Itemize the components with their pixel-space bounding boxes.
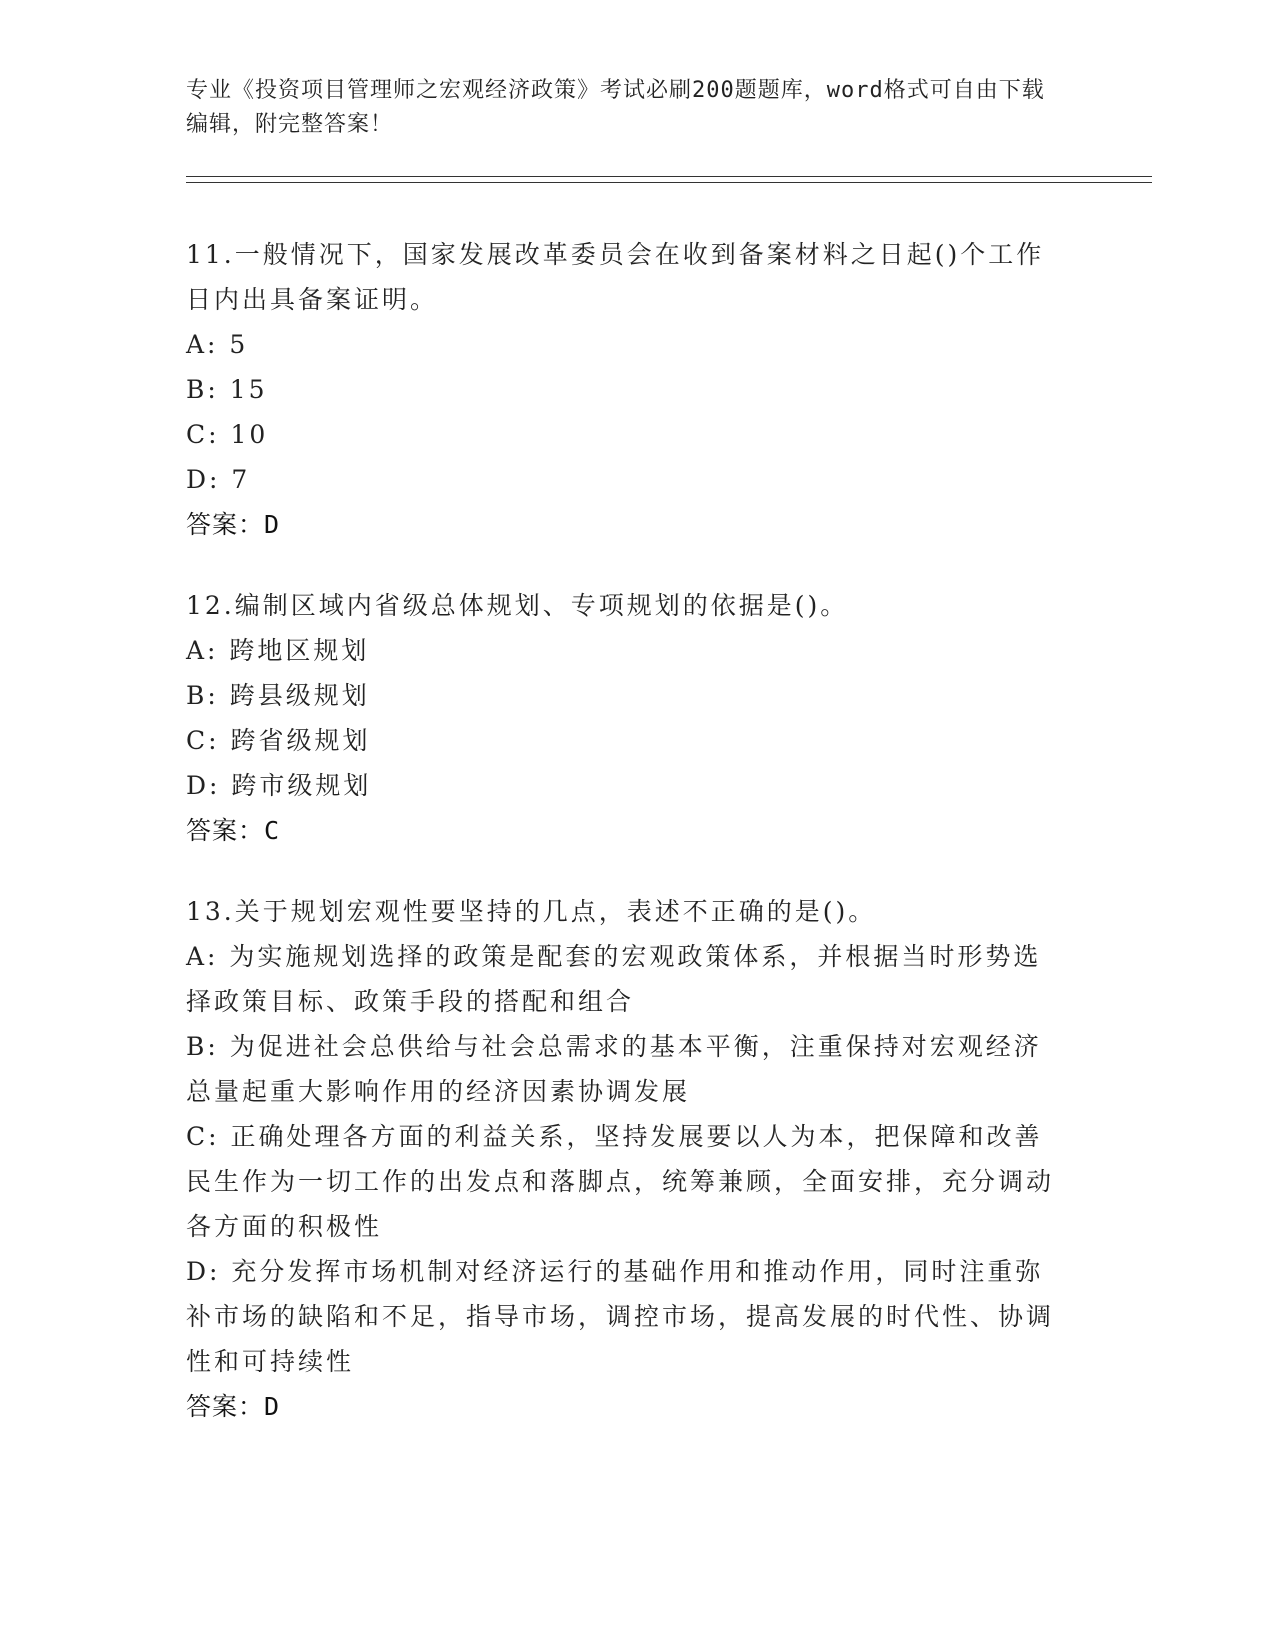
option-c: C: 跨省级规划: [186, 726, 371, 755]
document-header: 专业《投资项目管理师之宏观经济政策》考试必刷200题题库，word格式可自由下载编辑，附完整答案！: [186, 78, 1045, 137]
question-text: 11.一般情况下，国家发展改革委员会在收到备案材料之日起()个工作日内出具备案证明。: [186, 240, 1045, 314]
option-a: A: 5: [186, 330, 249, 359]
question-11: [186, 232, 1066, 547]
answer: 答案：D: [186, 1392, 281, 1421]
answer: 答案：D: [186, 510, 281, 539]
question-text: 13.关于规划宏观性要坚持的几点，表述不正确的是()。: [186, 897, 877, 926]
question-12: [186, 583, 1066, 853]
option-c: C: 正确处理各方面的利益关系，坚持发展要以人为本，把保障和改善民生作为一切工作的出发点和落脚点，统筹兼顾，全面安排，充分调动各方面的积极性: [186, 1122, 1055, 1241]
option-b: B: 15: [186, 375, 268, 404]
header-divider-bottom: [186, 182, 1152, 183]
option-b: B: 为促进社会总供给与社会总需求的基本平衡，注重保持对宏观经济总量起重大影响作用的经济因素协调发展: [186, 1032, 1042, 1106]
question-list: [186, 232, 1066, 1465]
option-d: D: 充分发挥市场机制对经济运行的基础作用和推动作用，同时注重弥补市场的缺陷和不足，指导市场，调控市场，提高发展的时代性、协调性和可持续性: [186, 1257, 1055, 1376]
question-13: [186, 889, 1066, 1429]
header-divider-top: [186, 176, 1152, 177]
answer: 答案：C: [186, 816, 281, 845]
option-d: D: 跨市级规划: [186, 771, 372, 800]
option-d: D: 7: [186, 465, 251, 494]
option-a: A: 为实施规划选择的政策是配套的宏观政策体系，并根据当时形势选择政策目标、政策手段的搭配和组合: [186, 942, 1042, 1016]
option-a: A: 跨地区规划: [186, 636, 370, 665]
option-b: B: 跨县级规划: [186, 681, 370, 710]
question-text: 12.编制区域内省级总体规划、专项规划的依据是()。: [186, 591, 849, 620]
option-c: C: 10: [186, 420, 269, 449]
